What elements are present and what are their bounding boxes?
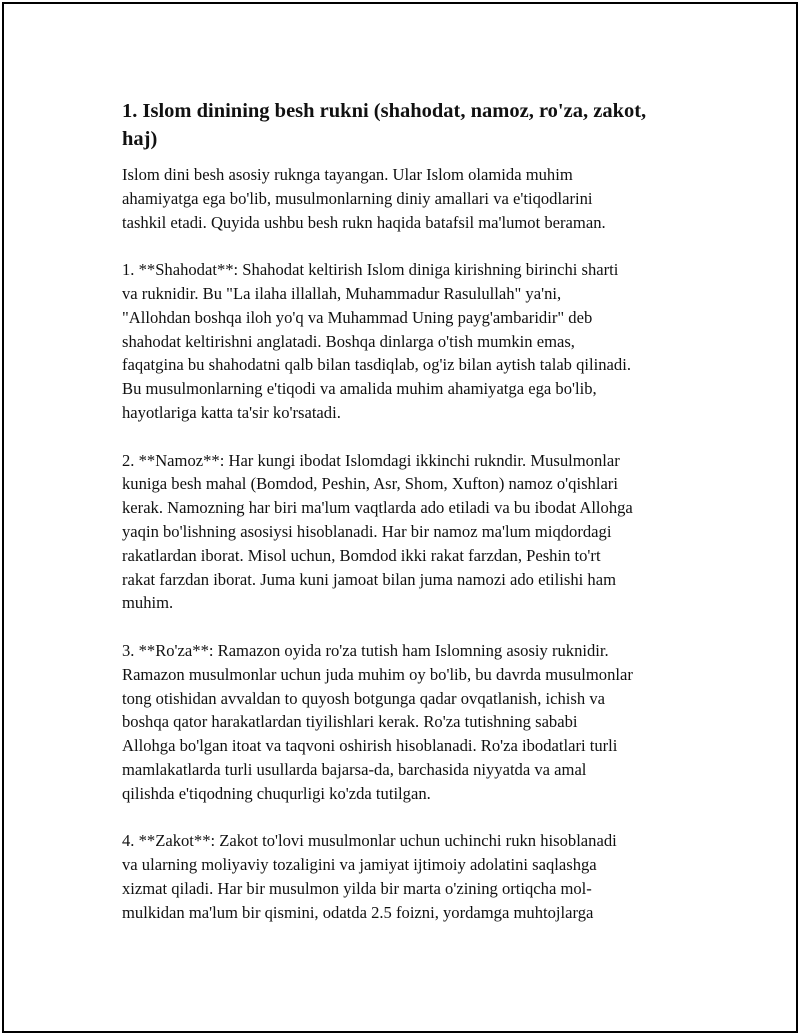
paragraph-line: 2. **Namoz**: Har kungi ibodat Islomdagi ikkinchi rukndir. Musulmonlar	[122, 450, 620, 470]
paragraph-line: ahamiyatga ega bo'lib, musulmonlarning diniy amallari va e'tiqodlarini	[122, 188, 593, 208]
shahodat-paragraph	[122, 258, 692, 425]
document-body	[122, 97, 692, 925]
intro-paragraph	[122, 163, 692, 234]
paragraph-line: mulkidan ma'lum bir qismini, odatda 2.5 foizni, yordamga muhtojlarga	[122, 902, 594, 922]
paragraph-line: tashkil etadi. Quyida ushbu besh rukn haqida batafsil ma'lumot beraman.	[122, 212, 606, 232]
paragraph-line: yaqin bo'lishning asosiysi hisoblanadi. Har bir namoz ma'lum miqdordagi	[122, 521, 612, 541]
section-heading	[122, 97, 692, 153]
paragraph-line: boshqa qator harakatlardan tiyilishlari kerak. Ro'za tutishning sababi	[122, 712, 578, 732]
paragraph-line: hayotlariga katta ta'sir ko'rsatadi.	[122, 402, 341, 422]
paragraph-line: Allohga bo'lgan itoat va taqvoni oshirish hisoblanadi. Ro'za ibodatlari turli	[122, 736, 618, 756]
paragraph-line: Ramazon musulmonlar uchun juda muhim oy bo'lib, bu davrda musulmonlar	[122, 664, 633, 684]
paragraph-line: 3. **Ro'za**: Ramazon oyida ro'za tutish ham Islomning asosiy ruknidir.	[122, 640, 609, 660]
page-frame	[2, 2, 798, 1033]
paragraph-line: 1. **Shahodat**: Shahodat keltirish Islom diniga kirishning birinchi sharti	[122, 260, 619, 280]
heading-line: haj)	[122, 128, 158, 150]
namoz-paragraph	[122, 449, 692, 616]
paragraph-line: va ruknidir. Bu "La ilaha illallah, Muhammadur Rasulullah" ya'ni,	[122, 283, 562, 303]
paragraph-line: muhim.	[122, 593, 174, 613]
paragraph-line: 4. **Zakot**: Zakot to'lovi musulmonlar uchun uchinchi rukn hisoblanadi	[122, 831, 617, 851]
paragraph-line: Bu musulmonlarning e'tiqodi va amalida muhim ahamiyatga ega bo'lib,	[122, 379, 597, 399]
heading-line: 1. Islom dinining besh rukni (shahodat, namoz, ro'za, zakot,	[122, 100, 647, 122]
paragraph-line: kuniga besh mahal (Bomdod, Peshin, Asr, Shom, Xufton) namoz o'qishlari	[122, 474, 618, 494]
paragraph-line: qilishda e'tiqodning chuqurligi ko'zda tutilgan.	[122, 783, 431, 803]
paragraph-line: kerak. Namozning har biri ma'lum vaqtlarda ado etiladi va bu ibodat Allohga	[122, 498, 633, 518]
roza-paragraph	[122, 639, 692, 806]
paragraph-line: faqatgina bu shahodatni qalb bilan tasdiqlab, og'iz bilan aytish talab qilinadi.	[122, 355, 631, 375]
paragraph-line: mamlakatlarda turli usullarda bajarsa-da, barchasida niyyatda va amal	[122, 759, 587, 779]
paragraph-line: rakatlardan iborat. Misol uchun, Bomdod ikki rakat farzdan, Peshin to'rt	[122, 545, 601, 565]
paragraph-line: shahodat keltirishni anglatadi. Boshqa dinlarga o'tish mumkin emas,	[122, 331, 575, 351]
zakot-paragraph	[122, 829, 692, 924]
paragraph-line: tong otishidan avvaldan to quyosh botgunga qadar ovqatlanish, ichish va	[122, 688, 605, 708]
paragraph-line: rakat farzdan iborat. Juma kuni jamoat bilan juma namozi ado etilishi ham	[122, 569, 616, 589]
paragraph-line: va ularning moliyaviy tozaligini va jamiyat ijtimoiy adolatini saqlashga	[122, 855, 597, 875]
paragraph-line: Islom dini besh asosiy ruknga tayangan. Ular Islom olamida muhim	[122, 165, 573, 184]
paragraph-line: xizmat qiladi. Har bir musulmon yilda bir marta o'zining ortiqcha mol-	[122, 878, 592, 898]
paragraph-line: "Allohdan boshqa iloh yo'q va Muhammad Uning payg'ambaridir" deb	[122, 307, 593, 327]
